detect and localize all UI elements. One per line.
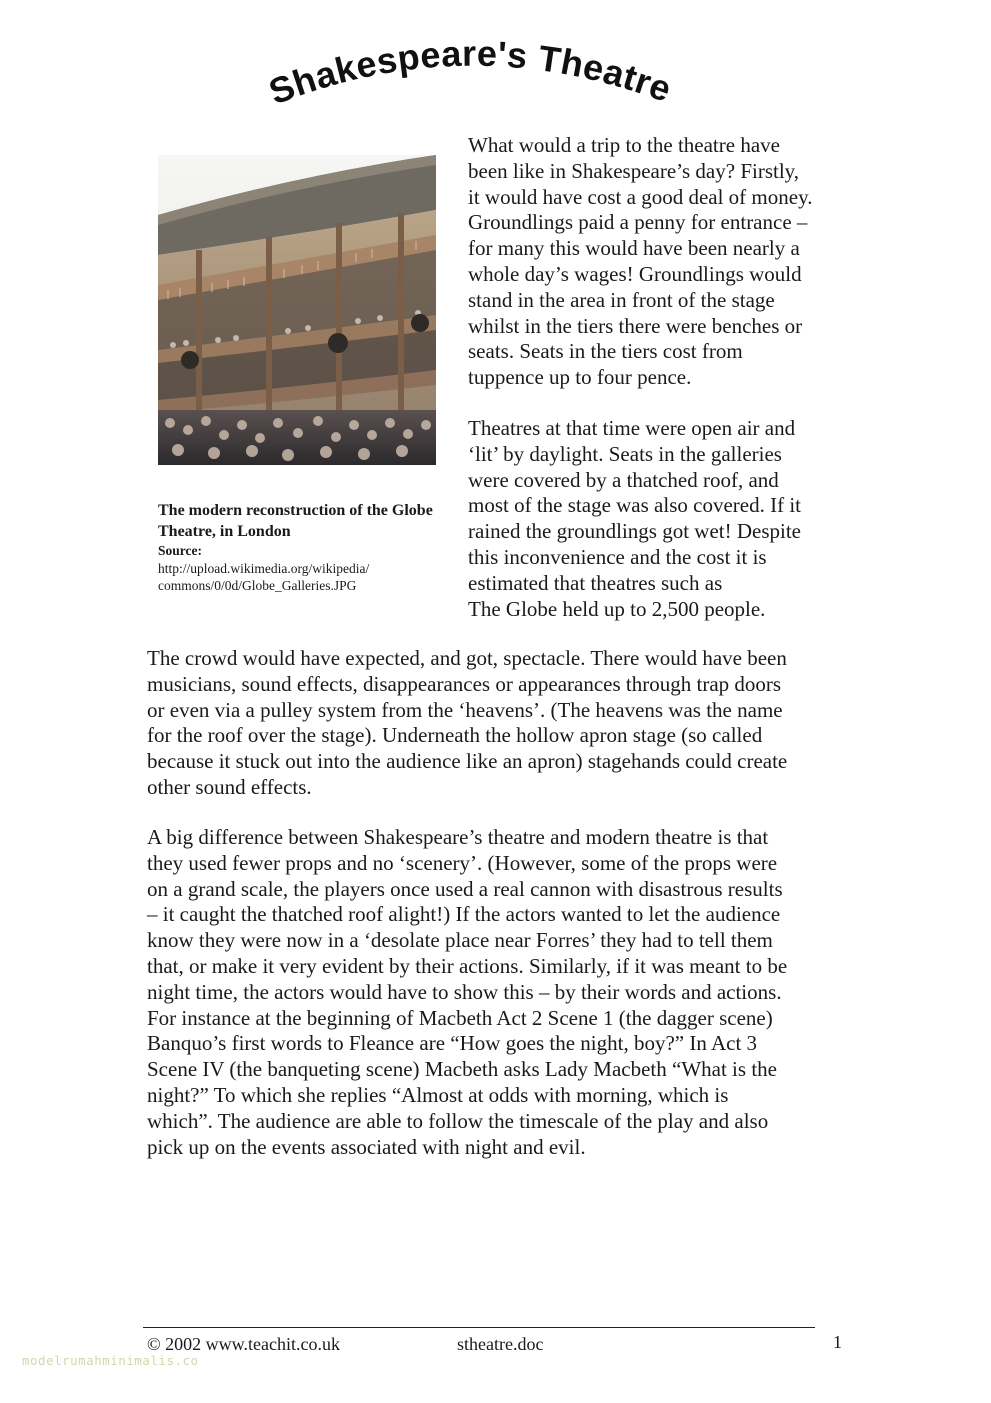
page-title-text: Shakespeare's Theatre [263,32,677,113]
caption-source-url: http://upload.wikimedia.org/wikipedia/ commons/0/0d/Globe_Galleries.JPG [158,561,370,593]
footer-copyright: © 2002 www.teachit.co.uk [147,1334,340,1354]
caption-title: The modern reconstruction of the Globe Theatre, in London [158,502,433,540]
watermark-text: modelrumahminimalis.co [22,1353,199,1368]
globe-theatre-photo [158,155,436,465]
footer-filename: stheatre.doc [457,1334,544,1354]
paragraph-trip-to-theatre: What would a trip to the theatre have been like in Shakespeare’s day? Firstly, it would have cost a good deal of money. Groundlings paid a penny for entrance – for many this would have been nearly a whole day’s wages! Groundlings would stand in the area in front of the stage whilst in the tiers there were benches or seats. Seats in the tiers cost from tuppence up to four pence. [468,133,813,390]
footer-divider [143,1327,815,1328]
page-title [255,30,695,125]
image-caption [158,500,448,594]
svg-text:Shakespeare's Theatre [263,33,676,113]
caption-source-label: Source: [158,543,202,558]
paragraph-spectacle: The crowd would have expected, and got, spectacle. There would have been musicians, sound effects, disappearances or appearances through trap doors or even via a pulley system from the ‘heavens’. (The heavens was the name for the roof over the stage). Underneath the hollow apron stage (so called because it stuck out into the audience like an apron) stagehands could create other sound effects. [147,646,788,799]
paragraph-open-air: Theatres at that time were open air and ‘lit’ by daylight. Seats in the galleries were covered by a thatched roof, and most of the stage was also covered. If it rained the groundlings got wet! Despite this inconvenience and the cost it is estimated that theatres such as The Globe held up to 2,500 people. [468,416,802,621]
footer-page-number: 1 [833,1332,842,1352]
paragraph-props-scenery: A big difference between Shakespeare’s theatre and modern theatre is that they used fewer props and no ‘scenery’. (However, some of the props were on a grand scale, the players once used a real cannon with disastrous results – it caught the thatched roof alight!) If the actors wanted to let the audience know they were now in a ‘desolate place near Forres’ they had to tell them that, or make it very evident by their actions. Similarly, if it was meant to be night time, the actors would have to show this – by their words and actions. For instance at the beginning of Macbeth Act 2 Scene 1 (the dagger scene) Banquo’s first words to Fleance are “How goes the night, boy?” In Act 3 Scene IV (the banqueting scene) Macbeth asks Lady Macbeth “What is the night?” To which she replies “Almost at odds with morning, which is which”. The audience are able to follow the timescale of the play and also pick up on the events associated with night and evil. [147,825,788,1159]
